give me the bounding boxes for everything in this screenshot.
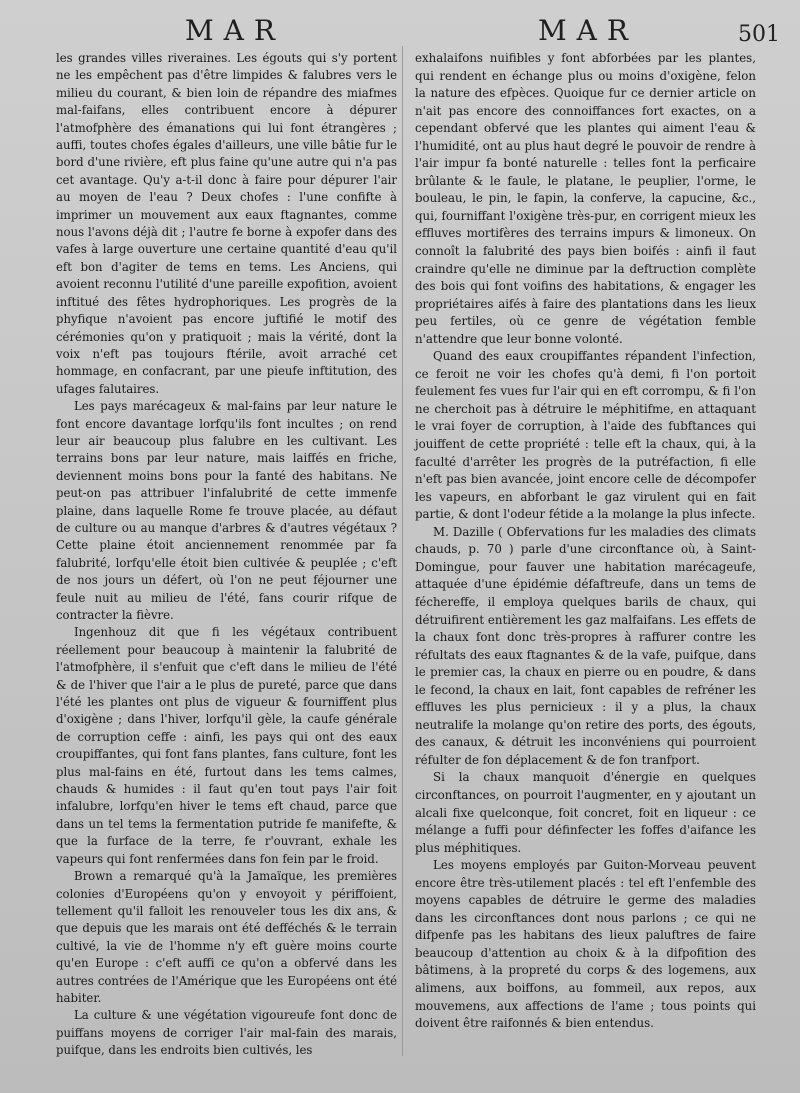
paragraph: Quand des eaux croupiffantes répandent l'infection, ce feroit ne voir les chofes qu'à demi, fi l'on portoit feulement fes vues fur l'air qui en eft corrompu, & fi l'on ne cherchoit pas à détruire le méphitifme, en attaquant le vrai foyer de corruption, à l'aide des fubftances qui jouiffent de cette propriété : telle eft la chaux, qui, à la faculté d'arrêter les progrès de la putréfaction, fi elle n'eft pas bien avancée, joint encore celle de décompofer les vapeurs, en abforbant le gaz virulent qui en fait partie, & dont l'odeur fétide a la molange la plus infecte. bbox=[415, 349, 756, 522]
paragraph: M. Dazille ( Obfervations fur les maladies des climats chauds, p. 70 ) parle d'une circonftance où, à Saint-Domingue, pour fauver une habitation marécageufe, attaquée d'une épidémie défaftreufe, dans un tems de féchereffe, il employa quelques barils de chaux, qui détruifirent entièrement les gaz malfaifans. Les effets de la chaux font donc très-propres à raffurer contre les réfultats des eaux ftagnantes & de la vafe, puifque, dans le premier cas, la chaux en pierre ou en poudre, & dans le fecond, la chaux en lait, font capables de refréner les effluves les plus pernicieux : il y a plus, la chaux neutralife la molange qu'on retire des ports, des égouts, des canaux, & détruit les inconvéniens qui pourroient réfulter de fon déplacement & de fon tranfport. bbox=[415, 524, 756, 767]
paragraph: les grandes villes riveraines. Les égouts qui s'y portent ne les empêchent pas d'être limpides & falubres vers le milieu du courant, & bien loin de répandre des miafmes mal-faifans, elles contribuent encore à dépurer l'atmofphère des émanations qui lui font étrangères ; auffi, toutes chofes égales d'ailleurs, une ville bâtie fur le bord d'une rivière, eft plus faine qu'une autre qui n'a pas cet avantage. Qu'y a-t-il donc à faire pour dépurer l'air au moyen de l'eau ? Deux chofes : l'une confifte à imprimer un mouvement aux eaux ftagnantes, comme nous l'avons déjà dit ; l'autre fe borne à expofer dans des vafes à large ouverture une certaine quantité d'eau qu'il eft bon d'agiter de tems en tems. Les Anciens, qui avoient reconnu l'utilité d'une pareille expofition, avoient inftitué des fêtes hydrophoriques. Les progrès de la phyfique n'avoient pas encore juftifié le motif des cérémonies qu'on y pratiquoit ; mais la vérité, dont la voix n'eft pas toujours ftérile, avoit arraché cet hommage, en confacrant, par une pieufe inftitution, des ufages falutaires. bbox=[56, 51, 397, 396]
right-column bbox=[415, 50, 756, 1033]
paragraph: Ingenhouz dit que fi les végétaux contribuent réellement pour beaucoup à maintenir la falubrité de l'atmofphère, il s'enfuit que c'eft dans le milieu de l'été & de l'hiver que l'air a le plus de pureté, parce que dans l'été les plantes ont plus de vigueur & fourniffent plus d'oxigène ; dans l'hiver, lorfqu'il gèle, la caufe générale de corruption ceffe : ainfi, les pays qui ont des eaux croupiffantes, qui font fans plantes, fans culture, font les plus mal-fains en été, furtout dans les tems calmes, chauds & humides : il faut qu'en tout pays l'air foit infalubre, lorfqu'en hiver le tems eft chaud, parce que dans un tel tems la fermentation putride fe manifefte, & que la furface de la terre, fe r'ouvrant, exhale les vapeurs qui font renfermées dans fon fein par le froid. bbox=[56, 625, 397, 866]
paragraph: Si la chaux manquoit d'énergie en quelques circonftances, on pourroit l'augmenter, en y ajoutant un alcali fixe quelconque, foit concret, foit en liqueur : ce mélange a fuffi pour définfecter les foffes d'aifance les plus méphitiques. bbox=[415, 770, 756, 855]
running-header bbox=[0, 10, 800, 50]
paragraph: La culture & une végétation vigoureufe font donc de puiffans moyens de corriger l'air mal-fain des marais, puifque, dans les endroits bien cultivés, les bbox=[56, 1008, 397, 1058]
left-running-head: MAR bbox=[185, 14, 285, 47]
right-running-head: MAR bbox=[538, 14, 638, 47]
paragraph: Brown a remarqué qu'à la Jamaïque, les premières colonies d'Européens qu'on y envoyoit y périffoient, tellement qu'il falloit les renouveler tous les dix ans, & que depuis que les marais ont été defféchés & le terrain cultivé, la vie de l'homme n'y eft guère moins courte qu'en Europe : c'eft auffi ce qu'on a obfervé dans les autres contrées de l'Amérique que les Européens ont été habiter. bbox=[56, 869, 397, 1005]
paragraph: exhalaifons nuifibles y font abforbées par les plantes, qui rendent en échange plus ou moins d'oxigène, felon la nature des efpèces. Quoique fur ce dernier article on n'ait pas encore des connoiffances fort exactes, on a cependant obfervé que les plantes qui aiment l'eau & l'humidité, ont au plus haut degré le pouvoir de rendre à l'air impur fa bonté naturelle : telles font la perficaire brûlante & le faule, le platane, le peuplier, l'orme, le bouleau, le pin, le fapin, la conferve, la capucine, &c., qui, fourniffant l'oxigène très-pur, en corrigent mieux les effluves mortifères des terrains impurs & limoneux. On connoît la falubrité des pays bien boifés : ainfi il faut craindre qu'elle ne diminue par la deftruction complète des bois qui font voifins des habitations, & engager les propriétaires aifés à faire des plantations dans les lieux peu fertiles, où ce genre de végétation femble n'attendre que leur bonne volonté. bbox=[415, 51, 756, 346]
column-gutter bbox=[402, 46, 413, 1056]
left-column bbox=[56, 50, 397, 1060]
paragraph: Les moyens employés par Guiton-Morveau peuvent encore être très-utilement placés : tel eft l'enfemble des moyens capables de détruire le germe des maladies dans les circonftances dont nous parlons ; ce qui ne difpenfe pas les habitans des lieux paluftres de faire beaucoup d'attention au choix & à la difpofition des bâtimens, à la propreté du corps & des logemens, aux alimens, aux boiffons, au fommeil, aux repos, aux mouvemens, aux affections de l'ame ; tous points qui doivent être raifonnés & bien entendus. bbox=[415, 858, 756, 1031]
paragraph: Les pays marécageux & mal-fains par leur nature le font encore davantage lorfqu'ils font incultes ; on rend leur air beaucoup plus falubre en les cultivant. Les terrains bons par leur nature, mais laiffés en friche, deviennent moins bons pour la fanté des habitans. Ne peut-on pas attribuer l'infalubrité de cette immenfe plaine, dans laquelle Rome fe trouve placée, au défaut de culture ou au manque d'arbres & d'autres végétaux ? Cette plaine étoit anciennement renommée par fa falubrité, lorfqu'elle étoit bien cultivée & peuplée ; c'eft de nos jours un défert, où l'on ne peut féjourner une feule nuit au milieu de l'été, fans courir rifque de contracter la fièvre. bbox=[56, 399, 397, 622]
page-number: 501 bbox=[738, 22, 780, 47]
